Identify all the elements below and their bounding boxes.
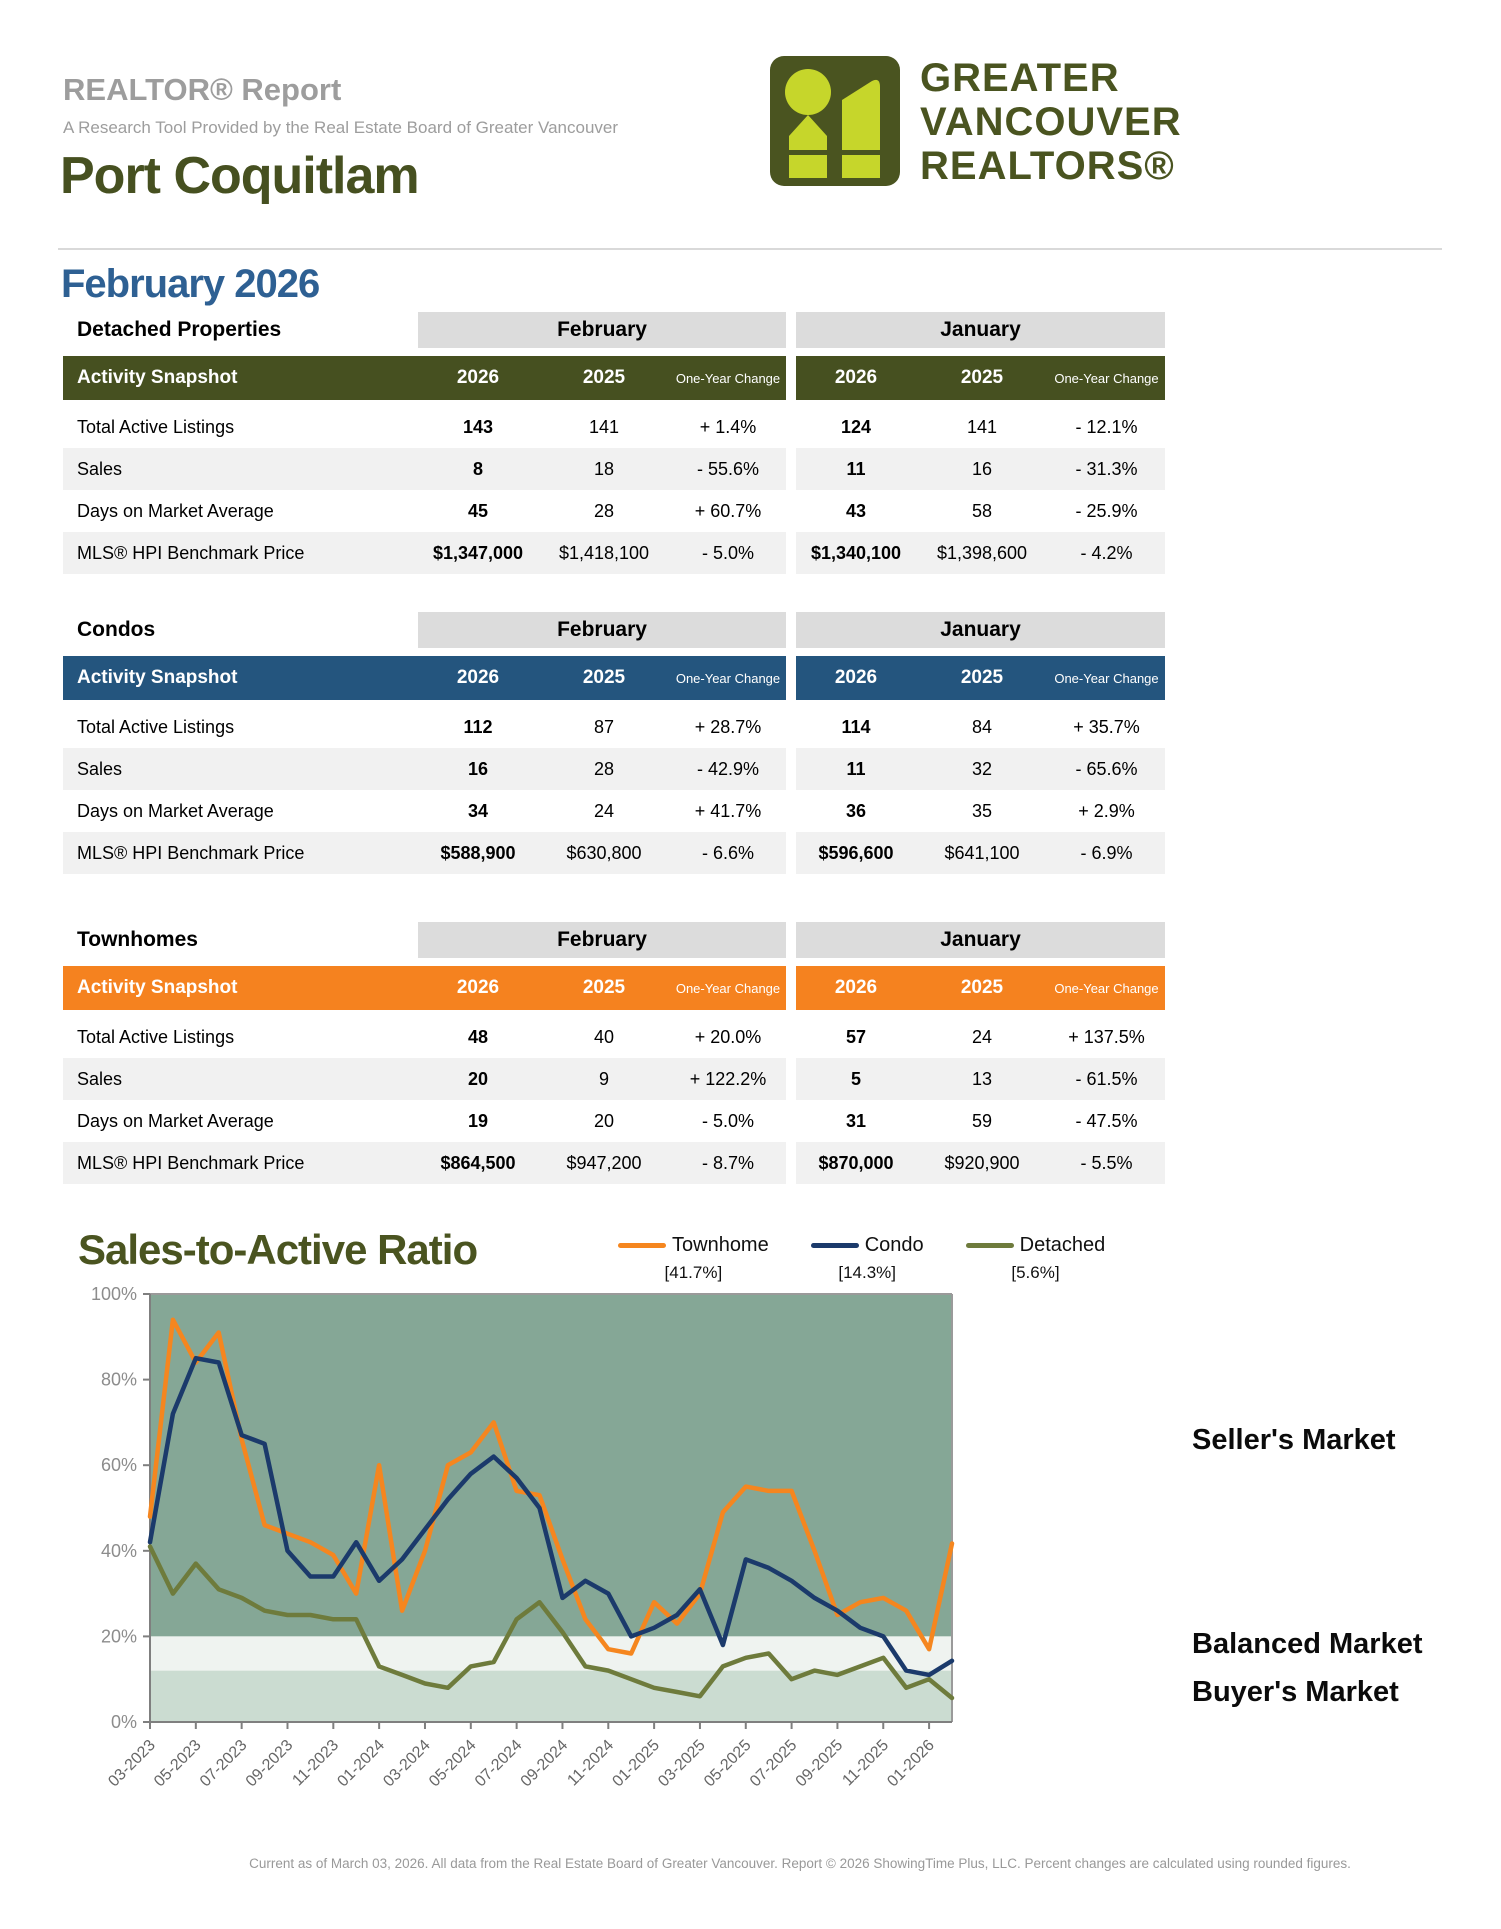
- property-type-label: Condos: [63, 612, 418, 648]
- activity-snapshot-row: [63, 656, 1165, 700]
- value-cell: 8: [418, 448, 538, 490]
- property-table: [63, 312, 1165, 574]
- value-cell: 112: [418, 706, 538, 748]
- february-header: February: [418, 312, 786, 348]
- value-cell: - 12.1%: [1048, 406, 1165, 448]
- value-cell: + 122.2%: [670, 1058, 786, 1100]
- value-cell: 114: [796, 706, 916, 748]
- row-label: Sales: [63, 448, 418, 490]
- february-header: February: [418, 612, 786, 648]
- x-tick-label: 03-2023: [105, 1736, 159, 1791]
- table-row: [63, 1100, 1165, 1142]
- row-label: Total Active Listings: [63, 706, 418, 748]
- row-label: Days on Market Average: [63, 790, 418, 832]
- y-tick-label: 80%: [100, 1369, 137, 1390]
- feb-change-col-header: One-Year Change: [670, 966, 786, 1010]
- buyers-market-label: Buyer's Market: [1192, 1676, 1399, 1708]
- value-cell: 43: [796, 490, 916, 532]
- value-cell: 48: [418, 1016, 538, 1058]
- value-cell: - 4.2%: [1048, 532, 1165, 574]
- value-cell: - 6.6%: [670, 832, 786, 874]
- table-row: [63, 448, 1165, 490]
- value-cell: 32: [916, 748, 1048, 790]
- row-label: Days on Market Average: [63, 490, 418, 532]
- jan-change-col-header: One-Year Change: [1048, 656, 1165, 700]
- value-cell: $920,900: [916, 1142, 1048, 1184]
- value-cell: $641,100: [916, 832, 1048, 874]
- value-cell: 141: [916, 406, 1048, 448]
- y-tick-label: 100%: [90, 1284, 137, 1304]
- table-row: [63, 1142, 1165, 1184]
- value-cell: 143: [418, 406, 538, 448]
- row-label: MLS® HPI Benchmark Price: [63, 832, 418, 874]
- value-cell: 18: [538, 448, 670, 490]
- value-cell: 5: [796, 1058, 916, 1100]
- value-cell: 16: [916, 448, 1048, 490]
- x-tick-label: 05-2024: [426, 1736, 480, 1791]
- value-cell: 11: [796, 748, 916, 790]
- value-cell: $596,600: [796, 832, 916, 874]
- value-cell: 57: [796, 1016, 916, 1058]
- value-cell: + 2.9%: [1048, 790, 1165, 832]
- table-row: [63, 490, 1165, 532]
- column-gap: [786, 356, 796, 400]
- column-gap: [786, 312, 796, 348]
- table-row: [63, 748, 1165, 790]
- activity-snapshot-label: Activity Snapshot: [63, 356, 418, 400]
- column-gap: [786, 832, 796, 874]
- townhome-legend-swatch: [618, 1243, 666, 1248]
- value-cell: - 25.9%: [1048, 490, 1165, 532]
- value-cell: $870,000: [796, 1142, 916, 1184]
- column-gap: [786, 1142, 796, 1184]
- table-month-header-row: [63, 922, 1165, 958]
- value-cell: $630,800: [538, 832, 670, 874]
- value-cell: 28: [538, 748, 670, 790]
- value-cell: 31: [796, 1100, 916, 1142]
- y-tick-label: 40%: [100, 1540, 137, 1561]
- value-cell: - 42.9%: [670, 748, 786, 790]
- row-label: Sales: [63, 748, 418, 790]
- x-tick-label: 11-2023: [289, 1736, 343, 1790]
- row-label: MLS® HPI Benchmark Price: [63, 532, 418, 574]
- value-cell: + 28.7%: [670, 706, 786, 748]
- row-label: Total Active Listings: [63, 406, 418, 448]
- x-tick-label: 09-2025: [792, 1736, 847, 1791]
- value-cell: - 6.9%: [1048, 832, 1165, 874]
- x-tick-label: 05-2023: [151, 1736, 205, 1791]
- feb-2025-col-header: 2025: [538, 356, 670, 400]
- value-cell: 84: [916, 706, 1048, 748]
- balanced-market-label: Balanced Market: [1192, 1628, 1423, 1660]
- value-cell: 35: [916, 790, 1048, 832]
- value-cell: - 31.3%: [1048, 448, 1165, 490]
- jan-2025-col-header: 2025: [916, 356, 1048, 400]
- row-label: MLS® HPI Benchmark Price: [63, 1142, 418, 1184]
- value-cell: 58: [916, 490, 1048, 532]
- legend-current-value: [14.3%]: [838, 1263, 897, 1282]
- column-gap: [786, 1058, 796, 1100]
- logo-line-3: REALTORS®: [920, 144, 1175, 188]
- column-gap: [786, 922, 796, 958]
- january-header: January: [796, 312, 1165, 348]
- logo-line-1: GREATER: [920, 56, 1120, 100]
- logo-line-2: VANCOUVER: [920, 100, 1182, 144]
- value-cell: 28: [538, 490, 670, 532]
- january-header: January: [796, 922, 1165, 958]
- sales-to-active-chart: [60, 1280, 1240, 1860]
- value-cell: $947,200: [538, 1142, 670, 1184]
- column-gap: [786, 790, 796, 832]
- x-tick-label: 01-2025: [609, 1736, 663, 1791]
- value-cell: - 65.6%: [1048, 748, 1165, 790]
- feb-change-col-header: One-Year Change: [670, 356, 786, 400]
- detached-legend-swatch: [966, 1243, 1014, 1248]
- value-cell: - 61.5%: [1048, 1058, 1165, 1100]
- value-cell: $1,347,000: [418, 532, 538, 574]
- column-gap: [786, 532, 796, 574]
- jan-2026-col-header: 2026: [796, 656, 916, 700]
- feb-2026-col-header: 2026: [418, 656, 538, 700]
- legend-line: [618, 1234, 769, 1257]
- feb-2026-col-header: 2026: [418, 356, 538, 400]
- value-cell: - 5.0%: [670, 1100, 786, 1142]
- header-divider: [58, 248, 1442, 250]
- legend-series-name: Detached: [1019, 1234, 1106, 1256]
- feb-2025-col-header: 2025: [538, 966, 670, 1010]
- feb-2025-col-header: 2025: [538, 656, 670, 700]
- value-cell: - 5.0%: [670, 532, 786, 574]
- activity-snapshot-label: Activity Snapshot: [63, 656, 418, 700]
- value-cell: 24: [916, 1016, 1048, 1058]
- activity-snapshot-label: Activity Snapshot: [63, 966, 418, 1010]
- value-cell: 11: [796, 448, 916, 490]
- x-tick-label: 11-2025: [839, 1736, 893, 1790]
- column-gap: [786, 490, 796, 532]
- legend-current-value: [41.7%]: [664, 1263, 723, 1282]
- jan-change-col-header: One-Year Change: [1048, 356, 1165, 400]
- balanced-market-band: [150, 1636, 952, 1670]
- report-title: REALTOR® Report: [63, 72, 342, 107]
- value-cell: + 1.4%: [670, 406, 786, 448]
- column-gap: [786, 656, 796, 700]
- jan-2026-col-header: 2026: [796, 966, 916, 1010]
- x-tick-label: 07-2025: [746, 1736, 801, 1791]
- legend-item: [618, 1234, 769, 1283]
- x-tick-label: 01-2026: [884, 1736, 938, 1791]
- table-month-header-row: [63, 312, 1165, 348]
- legend-series-name: Condo: [864, 1234, 924, 1256]
- legend-item: [966, 1234, 1106, 1283]
- value-cell: 141: [538, 406, 670, 448]
- value-cell: + 20.0%: [670, 1016, 786, 1058]
- value-cell: 40: [538, 1016, 670, 1058]
- value-cell: 45: [418, 490, 538, 532]
- column-gap: [786, 1100, 796, 1142]
- value-cell: $1,398,600: [916, 532, 1048, 574]
- value-cell: $864,500: [418, 1142, 538, 1184]
- footer-note: Current as of March 03, 2026. All data from the Real Estate Board of Greater Vancouver. Report © 2026 ShowingTime Plus, LLC. Percent changes are calculated using rounded figures.: [249, 1856, 1351, 1871]
- feb-change-col-header: One-Year Change: [670, 656, 786, 700]
- period-title: February 2026: [61, 262, 320, 306]
- gvr-logo-wordmark: [920, 56, 1182, 188]
- row-label: Days on Market Average: [63, 1100, 418, 1142]
- property-table: [63, 612, 1165, 874]
- value-cell: + 137.5%: [1048, 1016, 1165, 1058]
- column-gap: [786, 406, 796, 448]
- sellers-market-label: Seller's Market: [1192, 1424, 1396, 1456]
- column-gap: [786, 1016, 796, 1058]
- y-tick-label: 60%: [100, 1455, 137, 1476]
- february-header: February: [418, 922, 786, 958]
- value-cell: $1,340,100: [796, 532, 916, 574]
- legend-item: [811, 1234, 924, 1283]
- x-tick-label: 07-2023: [196, 1736, 251, 1791]
- y-tick-label: 20%: [100, 1626, 137, 1647]
- buyers-market-band: [150, 1671, 952, 1722]
- chart-title: Sales-to-Active Ratio: [78, 1226, 478, 1273]
- value-cell: 34: [418, 790, 538, 832]
- column-gap: [786, 966, 796, 1010]
- table-row: [63, 832, 1165, 874]
- value-cell: - 55.6%: [670, 448, 786, 490]
- column-gap: [786, 448, 796, 490]
- x-tick-label: 03-2024: [380, 1736, 434, 1791]
- legend-current-value: [5.6%]: [1011, 1263, 1060, 1282]
- table-month-header-row: [63, 612, 1165, 648]
- value-cell: + 60.7%: [670, 490, 786, 532]
- x-tick-label: 09-2023: [242, 1736, 297, 1791]
- gvr-logo: [768, 54, 1188, 194]
- value-cell: - 47.5%: [1048, 1100, 1165, 1142]
- value-cell: - 8.7%: [670, 1142, 786, 1184]
- value-cell: 9: [538, 1058, 670, 1100]
- area-title: Port Coquitlam: [60, 147, 419, 205]
- value-cell: 19: [418, 1100, 538, 1142]
- property-type-label: Townhomes: [63, 922, 418, 958]
- value-cell: $1,418,100: [538, 532, 670, 574]
- legend-line: [811, 1234, 924, 1257]
- chart-legend: [618, 1234, 1105, 1283]
- jan-2025-col-header: 2025: [916, 966, 1048, 1010]
- table-row: [63, 706, 1165, 748]
- jan-change-col-header: One-Year Change: [1048, 966, 1165, 1010]
- column-gap: [786, 706, 796, 748]
- x-tick-label: 11-2024: [564, 1736, 618, 1790]
- value-cell: 24: [538, 790, 670, 832]
- activity-snapshot-row: [63, 966, 1165, 1010]
- feb-2026-col-header: 2026: [418, 966, 538, 1010]
- activity-snapshot-row: [63, 356, 1165, 400]
- value-cell: 20: [538, 1100, 670, 1142]
- value-cell: 124: [796, 406, 916, 448]
- january-header: January: [796, 612, 1165, 648]
- y-tick-label: 0%: [110, 1712, 137, 1732]
- report-subtitle: A Research Tool Provided by the Real Estate Board of Greater Vancouver: [63, 118, 619, 137]
- value-cell: - 5.5%: [1048, 1142, 1165, 1184]
- jan-2025-col-header: 2025: [916, 656, 1048, 700]
- table-row: [63, 532, 1165, 574]
- x-tick-label: 01-2024: [334, 1736, 388, 1791]
- table-row: [63, 406, 1165, 448]
- column-gap: [786, 612, 796, 648]
- table-row: [63, 1058, 1165, 1100]
- value-cell: $588,900: [418, 832, 538, 874]
- value-cell: + 41.7%: [670, 790, 786, 832]
- row-label: Total Active Listings: [63, 1016, 418, 1058]
- row-label: Sales: [63, 1058, 418, 1100]
- value-cell: + 35.7%: [1048, 706, 1165, 748]
- column-gap: [786, 748, 796, 790]
- jan-2026-col-header: 2026: [796, 356, 916, 400]
- table-row: [63, 1016, 1165, 1058]
- x-tick-label: 07-2024: [471, 1736, 526, 1791]
- value-cell: 13: [916, 1058, 1048, 1100]
- condo-legend-swatch: [811, 1243, 859, 1248]
- value-cell: 59: [916, 1100, 1048, 1142]
- x-tick-label: 05-2025: [701, 1736, 755, 1791]
- gvr-logo-icon: [768, 54, 902, 188]
- legend-series-name: Townhome: [672, 1234, 769, 1256]
- table-row: [63, 790, 1165, 832]
- value-cell: 16: [418, 748, 538, 790]
- legend-line: [966, 1234, 1106, 1257]
- property-table: [63, 922, 1165, 1184]
- x-tick-label: 03-2025: [655, 1736, 709, 1791]
- x-tick-label: 09-2024: [517, 1736, 572, 1791]
- value-cell: 20: [418, 1058, 538, 1100]
- property-type-label: Detached Properties: [63, 312, 418, 348]
- value-cell: 87: [538, 706, 670, 748]
- value-cell: 36: [796, 790, 916, 832]
